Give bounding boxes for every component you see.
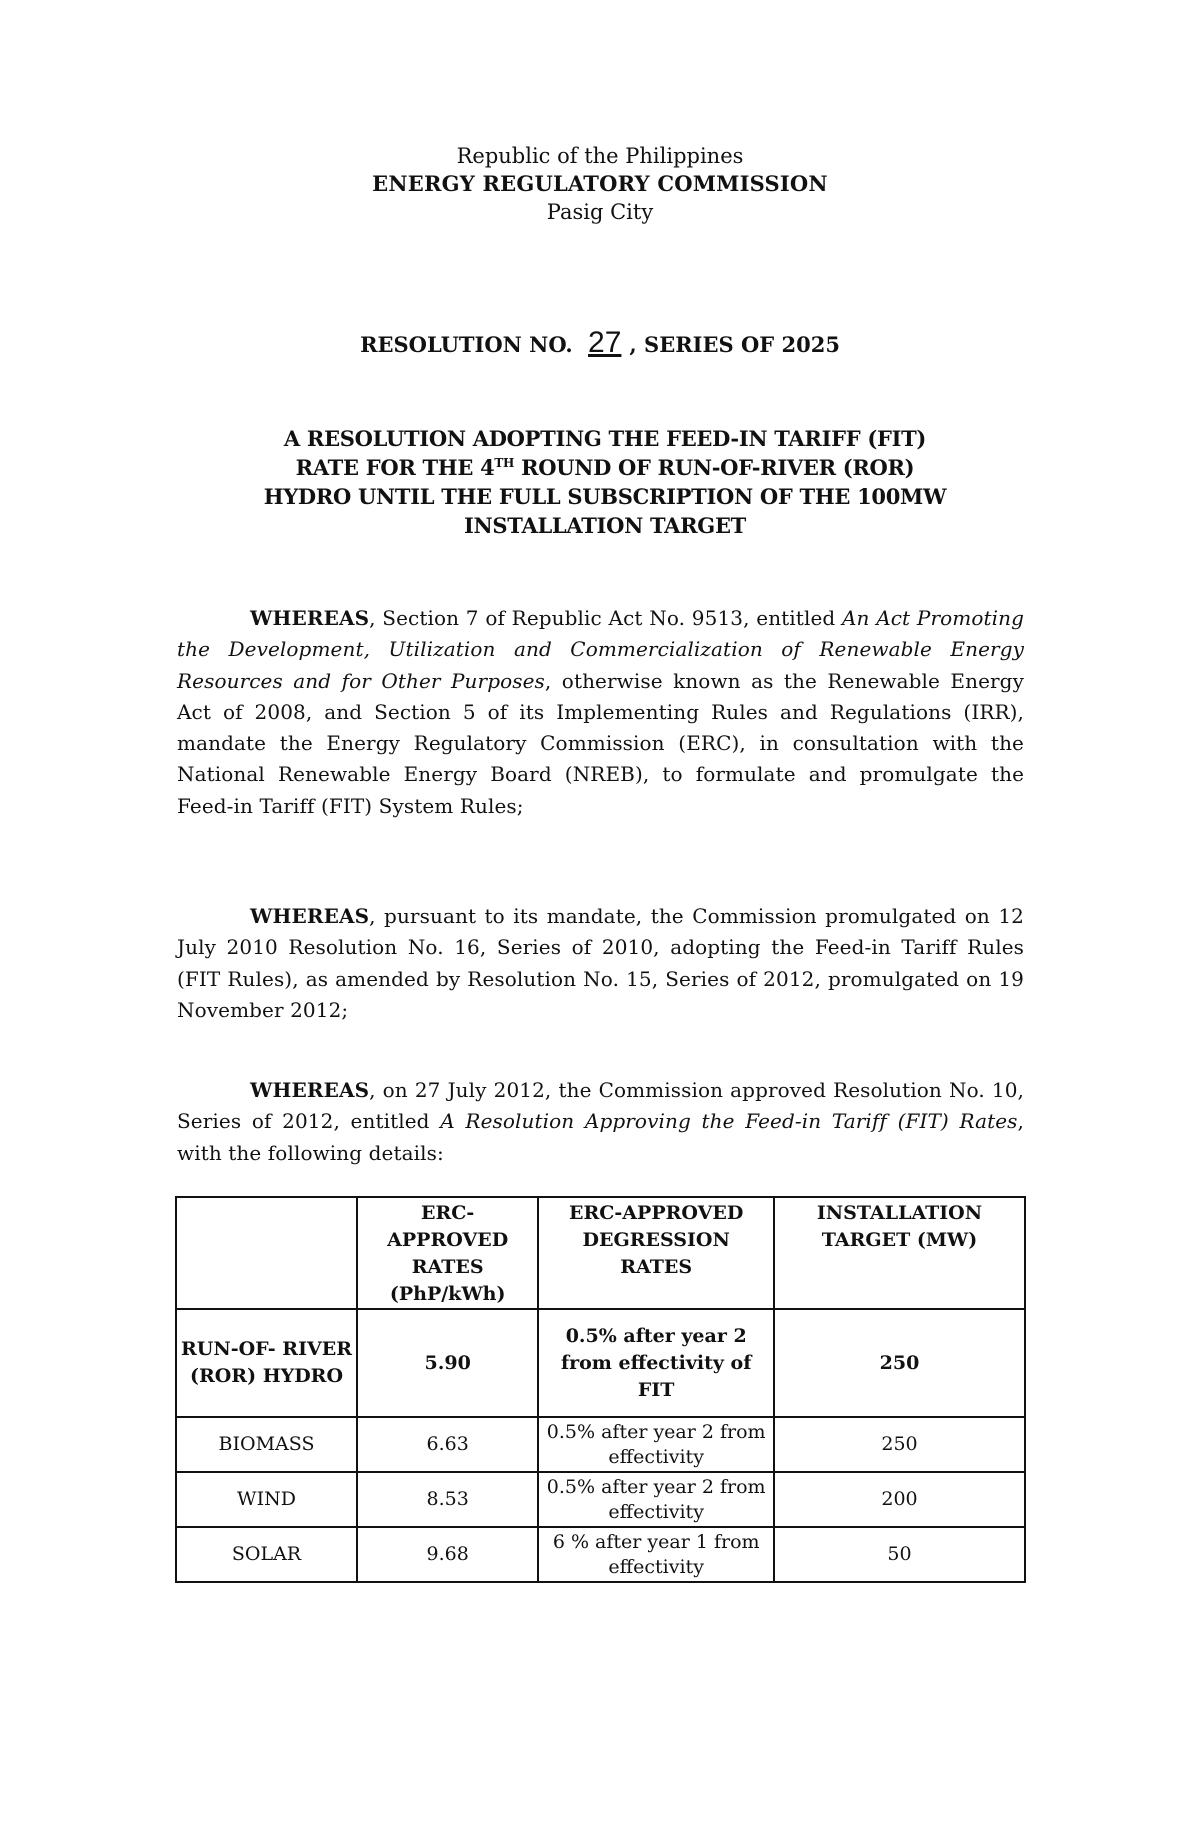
paragraph-text: , on 27 July 2012, the Commission approved Resolution No. 10, Series of 2012, entitled [177,1078,1024,1134]
paragraph-text: , pursuant to its mandate, the Commission promulgated on 12 July 2010 Resolution No. 16, Series of 2010, adopting the Feed-in Tariff Rules (FIT Rules), as amended by Resolution No. 15, Series of 2012, promulgated on 19 November 2012; [177,904,1024,1022]
ordinal-superscript: TH [494,456,515,470]
resolution-prefix: RESOLUTION NO. [360,332,573,357]
paragraph-text: , with the following details: [177,1109,1024,1165]
resolution-title-italic: A Resolution Approving the Feed-in Tariff (FIT) Rates [440,1109,1018,1134]
whereas-label: WHEREAS [250,1078,370,1102]
whereas-paragraph-3 [177,1075,1024,1169]
cell-degression: 6 % after year 1 from effectivity [538,1527,774,1582]
title-line-2-end: ROUND OF RUN-OF-RIVER (ROR) [514,455,915,480]
title-line-1: A RESOLUTION ADOPTING THE FEED-IN TARIFF (FIT) [283,426,927,451]
cell-technology: BIOMASS [176,1417,357,1472]
cell-rate: 5.90 [357,1309,538,1417]
cell-technology: SOLAR [176,1527,357,1582]
table-row [176,1417,1025,1472]
act-title-italic: An Act Promoting the Development, Utilization and Commercialization of Renewable Energy Resources and for Other Purposes [177,606,1024,693]
header-degression-rates: ERC-APPROVED DEGRESSION RATES [538,1197,774,1309]
cell-rate: 8.53 [357,1472,538,1527]
whereas-label: WHEREAS [250,606,370,630]
cell-degression: 0.5% after year 2 from effectivity [538,1417,774,1472]
title-line-3: HYDRO UNTIL THE FULL SUBSCRIPTION OF THE 100MW [263,484,947,509]
title-line-2 [190,453,1020,482]
paragraph-text: , Section 7 of Republic Act No. 9513, entitled [369,606,842,630]
table-header-row [176,1197,1025,1309]
title-line-2-start: RATE FOR THE 4 [295,455,495,480]
whereas-paragraph-2 [177,901,1024,1026]
title-line-4: INSTALLATION TARGET [464,513,746,538]
cell-target: 200 [774,1472,1025,1527]
header-approved-rates: ERC- APPROVED RATES (PhP/kWh) [357,1197,538,1309]
cell-rate: 6.63 [357,1417,538,1472]
resolution-series: , SERIES OF 2025 [629,332,840,357]
table-row [176,1472,1025,1527]
cell-degression: 0.5% after year 2 from effectivity of FIT [538,1309,774,1417]
header-installation-target: INSTALLATION TARGET (MW) [774,1197,1025,1309]
cell-technology: WIND [176,1472,357,1527]
cell-degression: 0.5% after year 2 from effectivity [538,1472,774,1527]
cell-technology: RUN-OF- RIVER (ROR) HYDRO [176,1309,357,1417]
cell-rate: 9.68 [357,1527,538,1582]
header-technology [176,1197,357,1309]
cell-target: 250 [774,1309,1025,1417]
resolution-number: 27 [588,326,622,359]
whereas-label: WHEREAS [250,904,370,928]
resolution-title [190,424,1020,540]
resolution-number-line [0,328,1200,360]
city-line: Pasig City [546,200,654,224]
table-row [176,1309,1025,1417]
paragraph-text: , otherwise known as the Renewable Energy Act of 2008, and Section 5 of its Implementing Rules and Regulations (IRR), mandate the Energy Regulatory Commission (ERC), in consultation with the National Renewable Energy Board (NREB), to formulate and promulgate the Feed-in Tariff (FIT) System Rules; [177,668,1024,818]
whereas-paragraph-1 [177,603,1024,822]
agency-name: ENERGY REGULATORY COMMISSION [372,171,828,196]
table-row [176,1527,1025,1582]
letterhead [0,142,1200,226]
cell-target: 250 [774,1417,1025,1472]
country-line: Republic of the Philippines [456,144,744,168]
fit-rates-table [175,1196,1026,1583]
cell-target: 50 [774,1527,1025,1582]
